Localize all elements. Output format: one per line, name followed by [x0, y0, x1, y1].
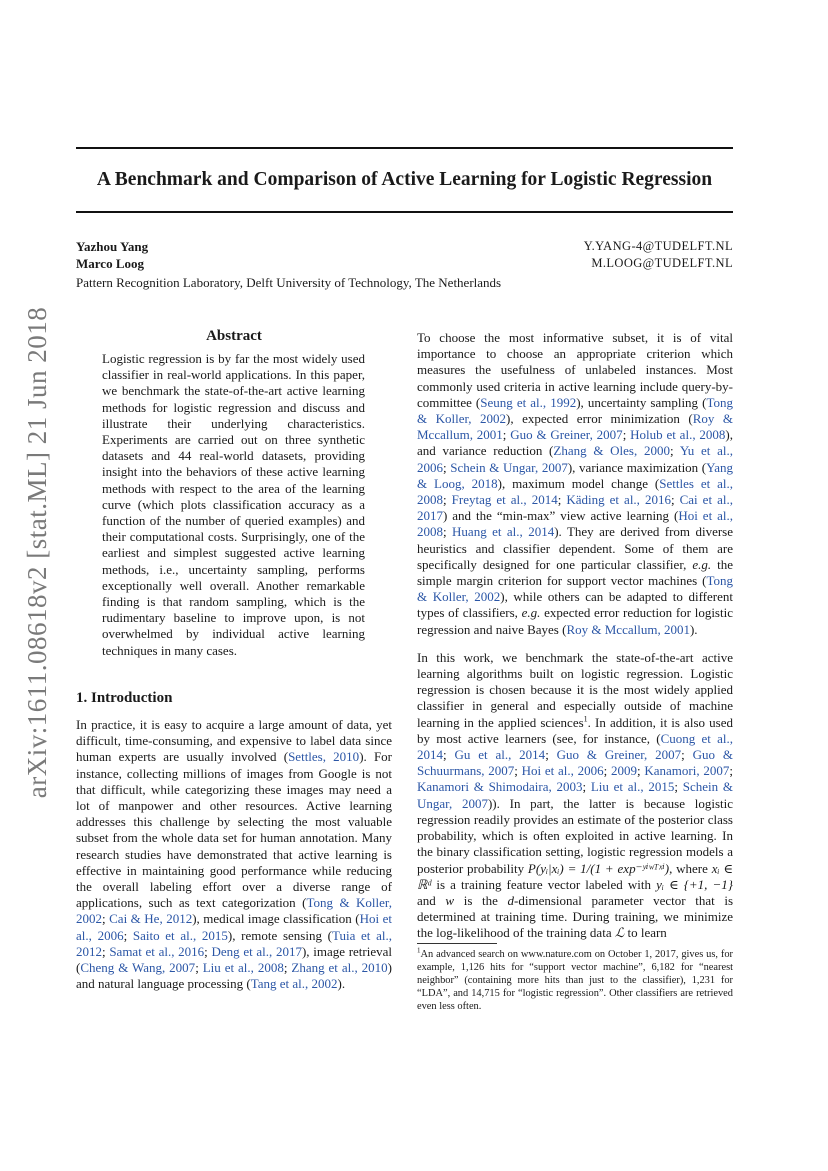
citation-link[interactable]: Kanamori & Shimodaira, 2003 — [417, 779, 583, 795]
footnote-rule — [417, 943, 497, 944]
author-row — [76, 255, 733, 272]
citation-link[interactable]: Hoi et al., 2008 — [417, 508, 734, 540]
citation-link[interactable]: Cuong et al., 2014 — [417, 730, 733, 763]
citation-link[interactable]: Cai et al., 2017 — [417, 492, 733, 524]
citation-link[interactable]: Cheng & Wang, 2007 — [80, 960, 196, 976]
body-paragraph: In this work, we benchmark the state-of-the-art active learning algorithms built on logistic regression. Logistic regression is chosen because it is the most widely applied classifier in general and especially outside of machine learning in the applied sciences$^1$. In addition, it is also used by most active learners (see, for instance, (Cuong et al., 2014; Gu et al., 2014; Guo & Greiner, 2007; Guo & Schuurmans, 2007; Hoi et al., 2006; 2009; Kanamori, 2007; Kanamori & Shimodaira, 2003; Liu et al., 2015; Schein & Ungar, 2007)). In part, the latter is because logistic regression readily provides an estimate of the posterior class probability, which is often exploited in active learning. In the binary classification setting, logistic regression models a posterior probability P(yᵢ|xᵢ) = 1/(1 + exp⁻ʸⁱʷᵀˣⁱ), where xᵢ ∈ ℝᵈ is a training feature vector labeled with yᵢ ∈ {+1, −1} and w is the d-dimensional parameter vector that is determined at training time. During training, we minimize the log-likelihood of the training data ℒ to learn — [417, 649, 734, 941]
abstract-text: Logistic regression is by far the most widely used classifier in real-world applications. In this paper, we benchmark the state-of-the-art active learning methods for logistic regression and discuss and illustrate their underlying characteristics. Experiments are carried out on three synthetic datasets and 44 real-world datasets, providing insight into the behaviors of these active learning methods with respect to the area of the learning curve (which plots classification accuracy as a function of the number of queried examples) and their computational costs. Surprisingly, one of the earliest and simplest suggested active learning methods, i.e., uncertainty sampling, performs exceptionally well overall. Another remarkable finding is that random sampling, which is the rudimentary baseline to improve upon, is not overwhelmed by individual active learning techniques in many cases. — [102, 351, 365, 658]
citation-link[interactable]: Holub et al., 2008 — [630, 427, 726, 443]
footnote — [417, 948, 733, 1013]
section-heading: 1. Introduction — [76, 690, 173, 706]
citation-link[interactable]: Tang et al., 2002 — [250, 976, 338, 992]
math-expression: d — [507, 892, 515, 908]
citation-link[interactable]: Seung et al., 1992 — [480, 394, 577, 410]
citation-link[interactable]: Zhang et al., 2010 — [291, 960, 388, 976]
intro-paragraph: In practice, it is easy to acquire a large amount of data, yet difficult, time-consuming, and expensive to label data since human experts are usually involved (Settles, 2010). For instance, collecting millions of images from Google is not that difficult, while categorizing these images may need a lot of manpower and other resources. Active learning addresses this challenge by selecting the most valuable subset from the whole data set for human annotation. Many research studies have demonstrated that active learning is effective in maintaining good performance while reducing the overall labeling effort over a diverse range of applications, such as text categorization (Tong & Koller, 2002; Cai & He, 2012), medical image classification (Hoi et al., 2006; Saito et al., 2015), remote sensing (Tuia et al., 2012; Samat et al., 2016; Deng et al., 2017), image retrieval (Cheng & Wang, 2007; Liu et al., 2008; Zhang et al., 2010) and natural language processing (Tang et al., 2002). — [76, 717, 393, 992]
footnote-text: An advanced search on www.nature.com on October 1, 2017, gives us, for example, 1,126 hits for “support vector machine”, 6,182 for “nearest neighbor” (containing more hits than just to the classifier), 1,231 for “LDA”, and 14,715 for “logistic regression”. Other classifiers are retrieved even less often. — [417, 949, 733, 1012]
affiliation: Pattern Recognition Laboratory, Delft University of Technology, The Netherlands — [76, 275, 502, 290]
citation-link[interactable]: Yu et al., 2006 — [417, 443, 733, 475]
title-rule-bottom — [76, 211, 733, 213]
arxiv-id[interactable]: arXiv:1611.08618v2 [stat.ML] 21 Jun 2018 — [22, 306, 53, 799]
citation-link[interactable]: Settles, 2010 — [288, 749, 360, 765]
citation-link[interactable]: Tuia et al., 2012 — [76, 927, 392, 959]
title-rule-top — [76, 147, 733, 149]
footnote-mark: 1 — [417, 946, 421, 955]
citation-link[interactable]: Guo & Greiner, 2007 — [510, 427, 623, 443]
citation-link[interactable]: Käding et al., 2016 — [566, 492, 671, 508]
citation-link[interactable]: Roy & Mccallum, 2001 — [417, 411, 733, 443]
author-block — [76, 238, 733, 291]
citation-link[interactable]: Hoi et al., 2006 — [76, 911, 392, 943]
math-expression: w — [445, 892, 455, 908]
math-expression: yᵢ ∈ {+1, −1} — [656, 876, 733, 892]
citation-link[interactable]: Liu et al., 2008 — [202, 960, 284, 976]
citation-link[interactable]: Guo & Greiner, 2007 — [556, 747, 682, 763]
citation-link[interactable]: Gu et al., 2014 — [454, 747, 546, 763]
citation-link[interactable]: Tong & Koller, 2002 — [76, 895, 392, 927]
body-paragraph: To choose the most informative subset, it is of vital importance to choose an appropriate criterion which measures the usefulness of unlabeled instances. Most commonly used criteria in active learning include query-by-committee (Seung et al., 1992), uncertainty sampling (Tong & Koller, 2002), expected error minimization (Roy & Mccallum, 2001; Guo & Greiner, 2007; Holub et al., 2008), and variance reduction (Zhang & Oles, 2000; Yu et al., 2006; Schein & Ungar, 2007), variance maximization (Yang & Loog, 2018), maximum model change (Settles et al., 2008; Freytag et al., 2014; Käding et al., 2016; Cai et al., 2017) and the “min-max” view active learning (Hoi et al., 2008; Huang et al., 2014). They are derived from diverse heuristics and classifier dependent. Some of them are specifically designed for one particular classifier, e.g. the simple margin criterion for support vector machines (Tong & Koller, 2002), while others can be adapted to different types of classifiers, e.g. expected error reduction for logistic regression and naive Bayes (Roy & Mccallum, 2001). — [417, 330, 734, 637]
footnote-marker[interactable]: 1 — [583, 714, 588, 724]
citation-link[interactable]: Tong & Koller, 2002 — [417, 573, 733, 605]
right-column — [417, 330, 733, 942]
citation-link[interactable]: Roy & Mccallum, 2001 — [566, 621, 690, 637]
paper-title: A Benchmark and Comparison of Active Learning for Logistic Regression — [96, 169, 713, 190]
author-name: Marco Loog — [76, 256, 144, 271]
citation-link[interactable]: Yang & Loog, 2018 — [417, 459, 733, 491]
citation-link[interactable]: Cai & He, 2012 — [109, 911, 193, 927]
citation-link[interactable]: Samat et al., 2016 — [109, 943, 205, 959]
citation-link[interactable]: Deng et al., 2017 — [211, 943, 302, 959]
citation-link[interactable]: Saito et al., 2015 — [132, 927, 228, 943]
citation-link[interactable]: Freytag et al., 2014 — [451, 492, 558, 508]
citation-link[interactable]: Zhang & Oles, 2000 — [553, 443, 670, 459]
author-email[interactable]: Y.YANG-4@TUDELFT.NL — [583, 239, 733, 253]
citation-link[interactable]: Huang et al., 2014 — [452, 524, 555, 540]
math-expression: xᵢ ∈ ℝᵈ — [417, 860, 734, 892]
author-email[interactable]: M.LOOG@TUDELFT.NL — [591, 256, 733, 270]
author-row — [76, 238, 733, 255]
citation-link[interactable]: Guo & Schuurmans, 2007 — [417, 747, 733, 779]
arxiv-stamp — [8, 306, 68, 799]
citation-link[interactable]: Settles et al., 2008 — [417, 475, 733, 508]
citation-link[interactable]: 2009 — [611, 763, 638, 779]
citation-link[interactable]: Schein & Ungar, 2007 — [450, 459, 568, 475]
math-expression: P(yᵢ|xᵢ) = 1/(1 + exp⁻ʸⁱʷᵀˣⁱ) — [527, 860, 670, 876]
citation-link[interactable]: Schein & Ungar, 2007 — [417, 779, 733, 811]
math-expression: ℒ — [614, 925, 625, 941]
citation-link[interactable]: Hoi et al., 2006 — [521, 763, 604, 779]
author-name: Yazhou Yang — [76, 239, 149, 254]
citation-link[interactable]: Liu et al., 2015 — [590, 779, 675, 795]
citation-link[interactable]: Kanamori, 2007 — [644, 763, 730, 779]
citation-link[interactable]: Tong & Koller, 2002 — [417, 394, 733, 427]
abstract-heading: Abstract — [206, 328, 262, 344]
